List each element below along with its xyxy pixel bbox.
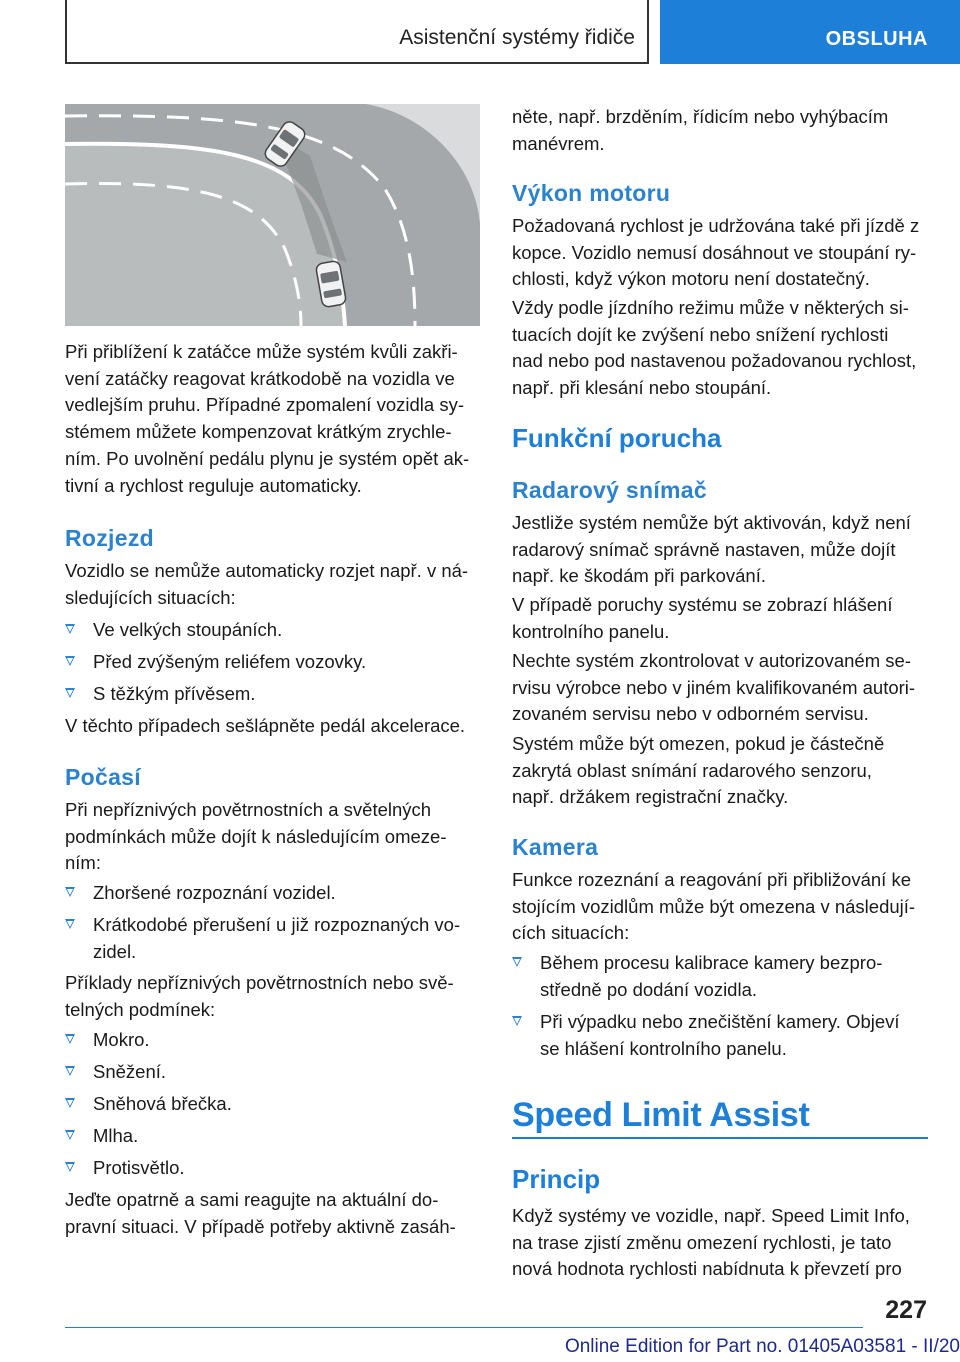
edition-note: Online Edition for Part no. 01405A03581 - II/20 [564,1336,960,1357]
list-item: Mlha. [65,1123,480,1150]
vykon-heading: Výkon motoru [512,180,671,206]
triangle-bullet-icon [65,1066,75,1076]
radar-paragraph-2: V případě poruchy systému se zobrazí hlášení kontrolního panelu. [512,594,893,642]
chapter-tab-label: OBSLUHA [825,28,928,50]
triangle-bullet-icon [65,1034,75,1044]
road-curve-graphic [65,104,480,326]
list-item: Sněžení. [65,1059,480,1086]
rozjezd-note: V těchto případech sešlápněte pedál akcelerace. [65,715,466,736]
drive-carefully-paragraph: Jeďte opatrně a sami reagujte na aktuální do- pravní situaci. V případě potřeby aktivně zasáh- [65,1189,456,1237]
radar-paragraph-3: Nechte systém zkontrolovat v autorizovaném se- rvisu výrobce nebo v jiném kvalifikovaném autori- zovaném servisu nebo v odborném servisu. [512,650,916,725]
triangle-bullet-icon [65,656,75,666]
heading-underline [512,1137,928,1139]
list-item: Protisvětlo. [65,1155,480,1182]
list-item: Během procesu kalibrace kamery bezpro- středně po dodání vozidla. [512,950,928,1004]
list-item: Při výpadku nebo znečištění kamery. Objeví se hlášení kontrolního panelu. [512,1009,928,1063]
radar-heading: Radarový snímač [512,477,707,503]
list-item: Ve velkých stoupáních. [65,617,480,644]
list-item: Sněhová břečka. [65,1091,480,1118]
kamera-paragraph: Funkce rozeznání a reagování při přibližování ke stojícím vozidlům může být omezena v následují- cích situacích: [512,869,916,944]
vykon-paragraph-1: Požadovaná rychlost je udržována také při jízdě z kopce. Vozidlo nemusí dosáhnout ve stoupání ry- chlosti, když výkon motoru není dostatečný. [512,215,920,290]
vykon-paragraph-2: Vždy podle jízdního režimu může v některých si- tuacích dojít ke zvýšení nebo snížení rychlosti nad nebo pod nastavenou požadovanou rychlost, např. při klesání nebo stoupání. [512,297,917,399]
porucha-heading: Funkční porucha [512,423,722,453]
chapter-tab[interactable] [660,0,960,64]
header-section-box [65,0,649,64]
triangle-bullet-icon [65,688,75,698]
triangle-bullet-icon [65,919,75,929]
triangle-bullet-icon [65,1130,75,1140]
triangle-bullet-icon [65,1162,75,1172]
section-title: Asistenční systémy řidiče [399,26,635,49]
continued-paragraph: něte, např. brzděním, řídicím nebo vyhýbacím manévrem. [512,106,889,154]
rozjezd-heading: Rozjezd [65,525,154,551]
weather-examples-intro: Příklady nepříznivých povětrnostních nebo svě- telných podmínek: [65,972,454,1020]
radar-paragraph-4: Systém může být omezen, pokud je částečně zakrytá oblast snímání radarového senzoru, např. držákem registrační značky. [512,733,885,808]
list-item: S těžkým přívěsem. [65,681,480,708]
triangle-bullet-icon [512,957,522,967]
triangle-bullet-icon [65,1098,75,1108]
pocasi-paragraph: Při nepříznivých povětrnostních a světelných podmínkách může dojít k následujícím omeze- ním: [65,799,447,874]
list-item: Před zvýšeným reliéfem vozovky. [65,649,480,676]
princip-heading: Princip [512,1164,601,1194]
curve-paragraph: Při přiblížení k zatáčce může systém kvůli zakři- vení zatáčky reagovat krátkodobě na vozidla ve vedlejším pruhu. Případné zpomalení vozidla sy- stémem můžete kompenzovat krátkým zrychle- ním. Po uvolnění pedálu plynu je systém opět ak- tivní a rychlost reguluje automaticky. [65,341,470,496]
triangle-bullet-icon [512,1016,522,1026]
rozjezd-paragraph: Vozidlo se nemůže automaticky rozjet např. v ná- sledujících situacích: [65,560,469,608]
triangle-bullet-icon [65,887,75,897]
kamera-heading: Kamera [512,834,599,860]
triangle-bullet-icon [65,624,75,634]
footer-divider [65,1327,863,1328]
page-number: 227 [885,1296,927,1324]
pocasi-heading: Počasí [65,764,141,790]
radar-paragraph-1: Jestliže systém nemůže být aktivován, když není radarový snímač správně nastaven, může dojít např. ke škodám při parkování. [512,512,911,587]
princip-paragraph: Když systémy ve vozidle, např. Speed Limit Info, na trase zjistí změnu omezení rychlosti, je tato nová hodnota rychlosti nabídnuta k převzetí pro [512,1205,910,1280]
curve-illustration [65,104,480,326]
list-item: Mokro. [65,1027,480,1054]
list-item: Zhoršené rozpoznání vozidel. [65,880,480,907]
speed-limit-assist-heading: Speed Limit Assist [512,1096,810,1134]
list-item: Krátkodobé přerušení u již rozpoznaných vo- zidel. [65,912,480,966]
